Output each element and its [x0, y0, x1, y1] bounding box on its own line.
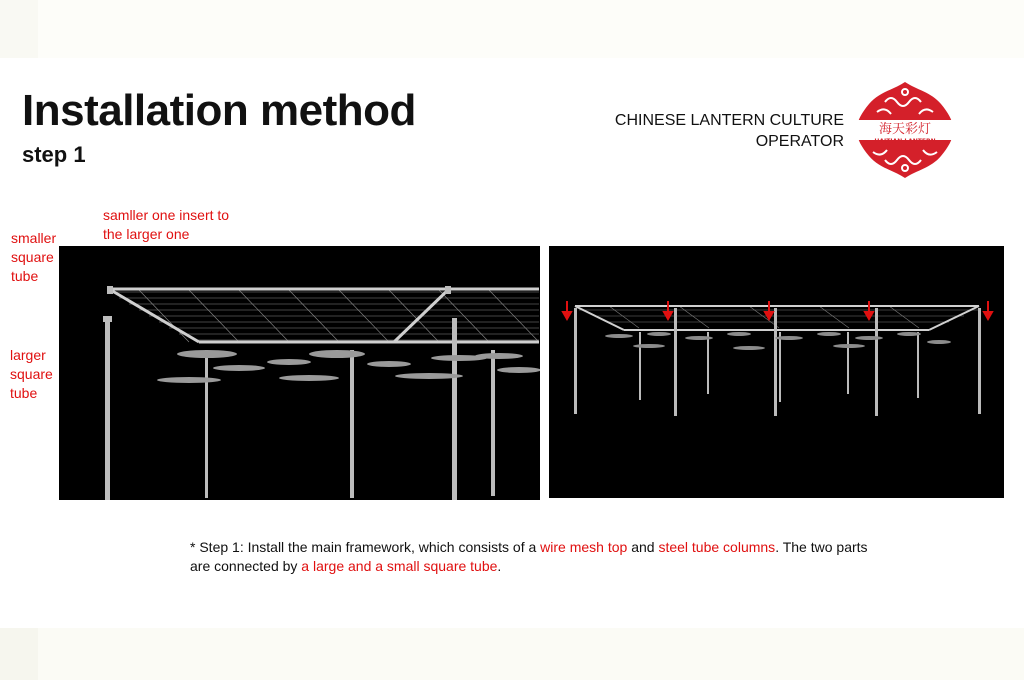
smaller-tube-line-3: tube [11, 268, 39, 284]
overview-render-of-frame [549, 246, 1004, 498]
logo-english-text: HAITIAN LANTERN [874, 138, 936, 145]
caption-part-4: . [497, 558, 502, 574]
smaller-tube-label [11, 229, 56, 286]
top-margin-band [0, 0, 1024, 58]
larger-tube-label [10, 346, 53, 403]
haitian-lantern-logo [855, 80, 955, 180]
caption-highlight-steel-tube: steel tube columns [658, 539, 776, 555]
step-caption [190, 538, 890, 576]
company-line-2: OPERATOR [755, 133, 844, 150]
smaller-tube-line-1: smaller [11, 230, 57, 246]
larger-tube-line-1: larger [10, 347, 46, 363]
larger-tube-line-2: square [10, 366, 53, 382]
insert-note [103, 206, 229, 244]
larger-tube-line-3: tube [10, 385, 38, 401]
caption-part-3: . The two parts are connected by [190, 539, 868, 574]
page-title: Installation method [22, 86, 416, 135]
caption-highlight-square-tube: a large and a small square tube [301, 558, 498, 574]
company-line-1: CHINESE LANTERN CULTURE [614, 112, 844, 129]
smaller-tube-line-2: square [11, 249, 54, 265]
caption-highlight-wire-mesh: wire mesh top [540, 539, 628, 555]
bottom-margin-corner [0, 628, 38, 680]
logo-chinese-text: 海天彩灯 [878, 122, 932, 137]
top-margin-corner [0, 0, 38, 58]
bottom-margin-band [0, 628, 1024, 680]
insert-note-line-1: samller one insert to [103, 207, 230, 223]
caption-part-2: and [627, 539, 659, 555]
closeup-render-of-frame [59, 246, 540, 500]
caption-part-1: * Step 1: Install the main framework, which consists of a [190, 539, 541, 555]
step-subtitle: step 1 [22, 142, 86, 167]
insert-note-line-2: the larger one [103, 226, 190, 242]
company-name [615, 110, 844, 152]
